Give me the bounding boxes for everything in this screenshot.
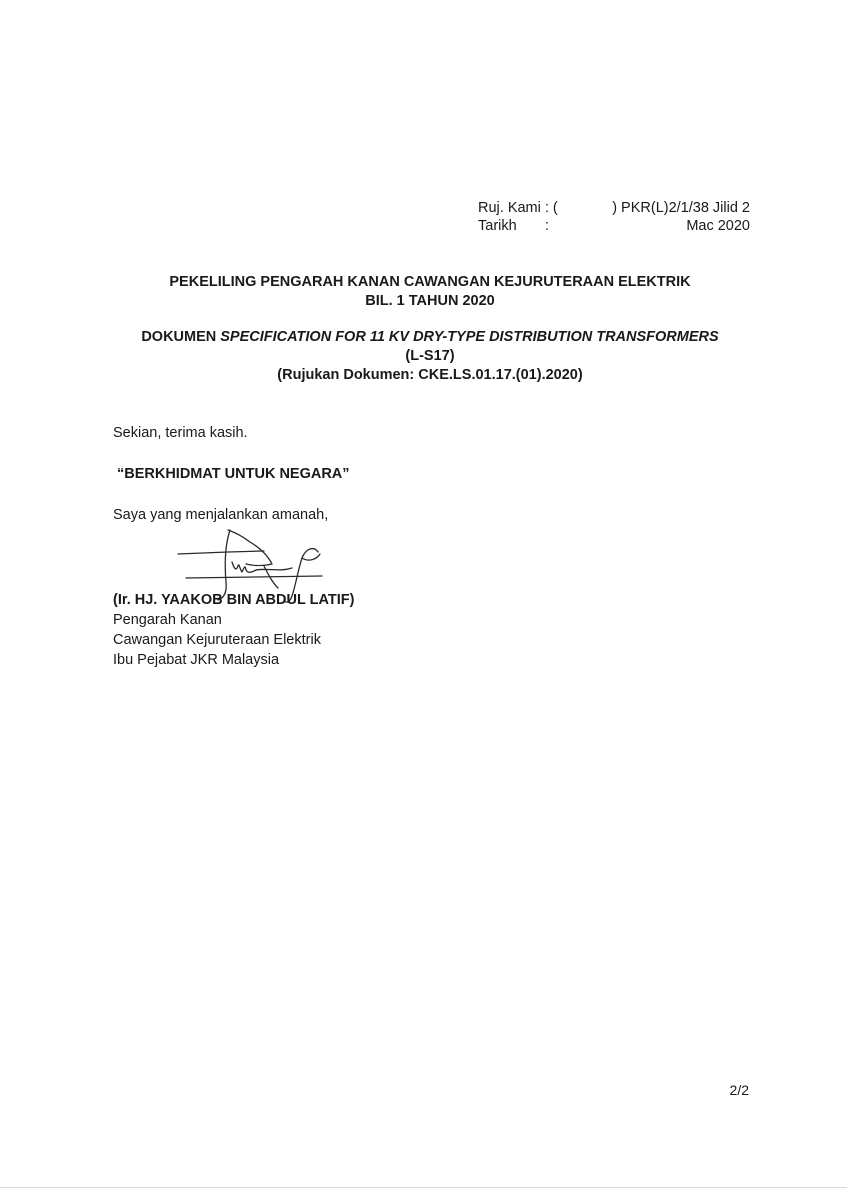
signatory-name: (Ir. HJ. YAAKOB BIN ABDUL LATIF) <box>113 592 355 608</box>
signatory-block <box>113 590 354 670</box>
page-bottom-edge <box>0 1187 847 1188</box>
circular-title-line2: BIL. 1 TAHUN 2020 <box>365 293 495 309</box>
document-spec-title: SPECIFICATION FOR 11 KV DRY-TYPE DISTRIBUTION TRANSFORMERS <box>220 329 719 345</box>
reference-block <box>478 199 750 235</box>
signatory-position: Pengarah Kanan <box>113 612 222 628</box>
date-value: Mac 2020 <box>686 218 750 234</box>
signatory-department: Cawangan Kejuruteraan Elektrik <box>113 632 321 648</box>
amanah-text: Saya yang menjalankan amanah, <box>113 507 329 523</box>
document-title-line <box>100 328 760 347</box>
date-row <box>478 217 750 235</box>
page-number: 2/2 <box>729 1082 749 1098</box>
date-label: Tarikh : <box>478 218 549 234</box>
document-code: (L-S17) <box>405 348 455 364</box>
document-prefix: DOKUMEN <box>141 329 221 345</box>
reference-label: Ruj. Kami : ( <box>478 200 558 216</box>
motto-text: “BERKHIDMAT UNTUK NEGARA” <box>117 466 350 482</box>
document-title <box>100 328 760 385</box>
circular-title-line1: PEKELILING PENGARAH KANAN CAWANGAN KEJURUTERAAN ELEKTRIK <box>169 274 691 290</box>
signatory-office: Ibu Pejabat JKR Malaysia <box>113 652 280 668</box>
reference-value: ) PKR(L)2/1/38 Jilid 2 <box>612 200 750 216</box>
reference-row <box>478 199 750 217</box>
document-reference: (Rujukan Dokumen: CKE.LS.01.17.(01).2020) <box>277 367 583 383</box>
circular-title <box>100 273 760 311</box>
closing-text: Sekian, terima kasih. <box>113 425 248 441</box>
